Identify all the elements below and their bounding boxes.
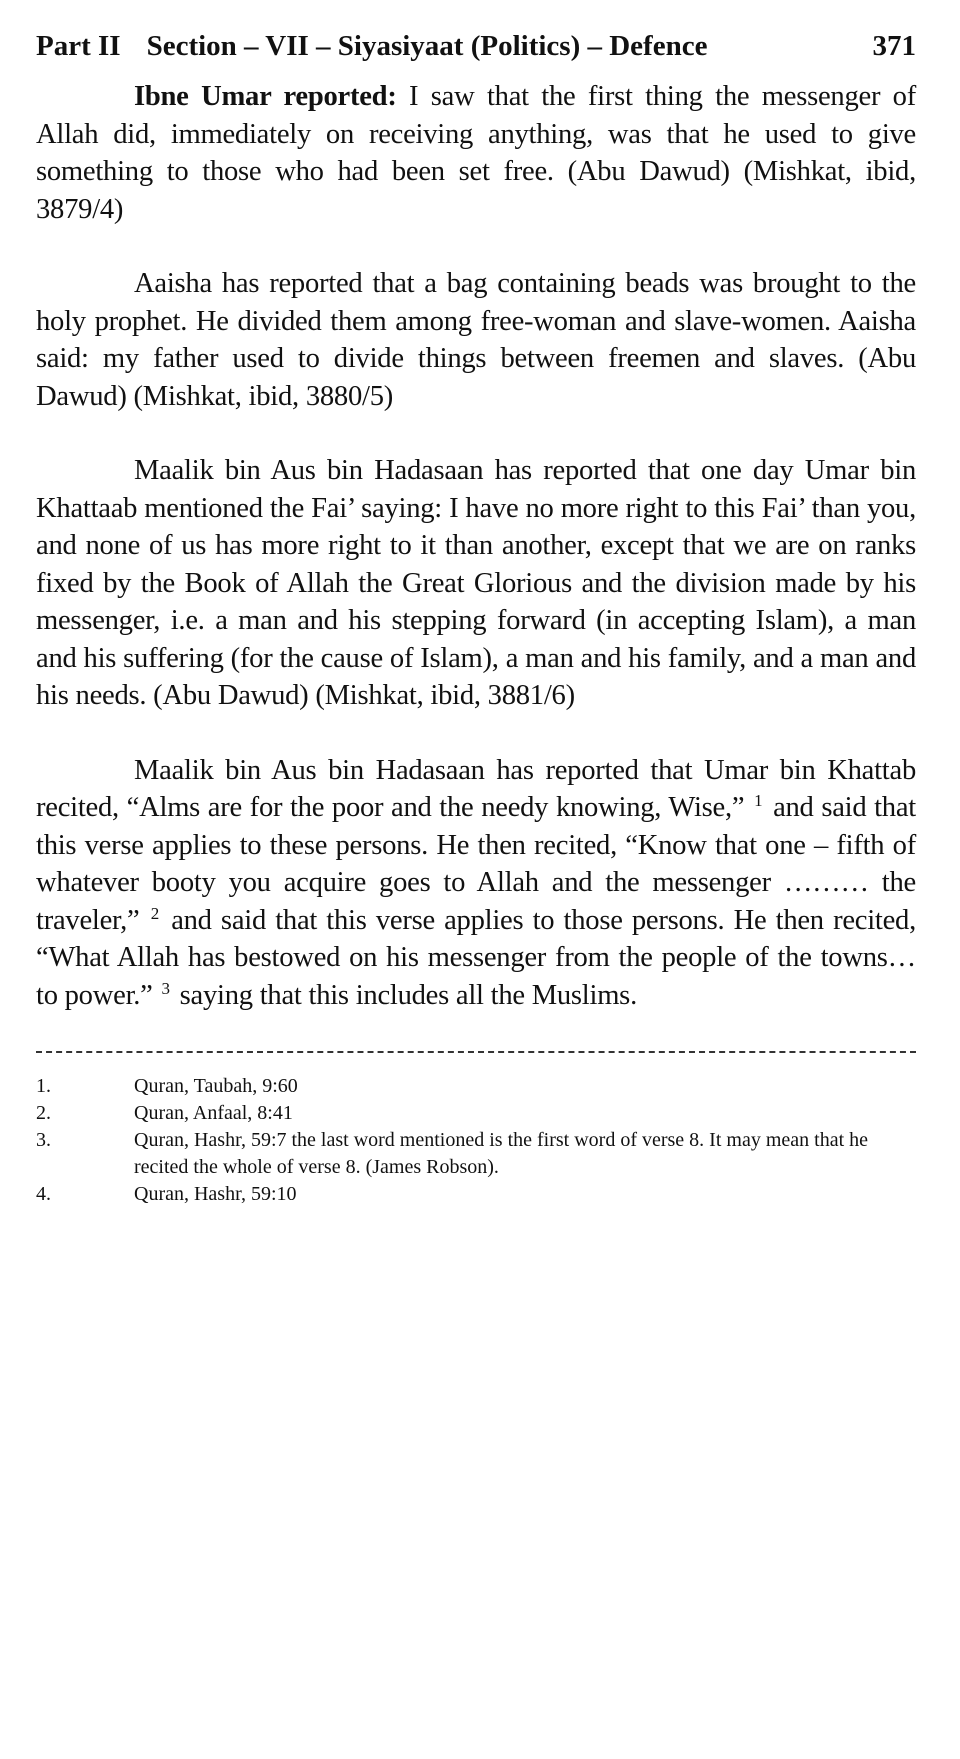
footnote-item (36, 1100, 916, 1127)
paragraph-ibne-umar (36, 78, 916, 228)
footnote-number: 3. (36, 1129, 51, 1151)
footnote-ref-3: 3 (161, 978, 170, 998)
footnotes (36, 1073, 916, 1208)
paragraph-text-part2: and said that this verse applies to these persons. He then recited, “Know that one – fifth of whatever booty you acquire goes to Allah and the messenger ……… the traveler,” (36, 792, 916, 936)
paragraph-text: Maalik bin Aus bin Hadasaan has reported that one day Umar bin Khattaab mentioned the Fai’ saying: I have no more right to this Fai’ than you, and none of us has more right to it than another, except that we are on ranks fixed by the Book of Allah the Great Glorious and the division made by his messenger, i.e. a man and his stepping forward (in accepting Islam), a man and his suffering (for the cause of Islam), a man and his family, and a man and his needs. (Abu Dawud) (Mishkat, ibid, 3881/6) (36, 455, 916, 711)
paragraph-text-part1: Maalik bin Aus bin Hadasaan has reported that Umar bin Khattab recited, “Alms are for the poor and the needy knowing, Wise,” (36, 754, 916, 823)
running-header (36, 24, 916, 68)
header-left (36, 24, 707, 68)
footnote-number: 2. (36, 1102, 51, 1124)
footnote-number: 4. (36, 1183, 51, 1205)
footnote-text: Quran, Hashr, 59:7 the last word mentioned is the first word of verse 8. It may mean that he recited the whole of verse 8. (James Robson). (134, 1129, 869, 1178)
footnote-text: Quran, Hashr, 59:10 (134, 1183, 297, 1205)
header-part: Part II (36, 30, 121, 62)
paragraph-text: I saw that the first thing the messenger of Allah did, immediately on receiving anything, was that he used to give something to those who had been set free. (Abu Dawud) (Mishkat, ibid, 3879/4) (36, 81, 916, 225)
header-section: Section – VII – Siyasiyaat (Politics) – Defence (146, 30, 708, 62)
footnote-item (36, 1073, 916, 1100)
paragraph-aaisha (36, 265, 916, 415)
footnote-number: 1. (36, 1075, 51, 1097)
document-page (36, 24, 916, 1208)
footnote-text: Quran, Anfaal, 8:41 (134, 1102, 293, 1124)
paragraph-maalik-verses (36, 752, 916, 1015)
paragraph-lead: Ibne Umar reported: (134, 81, 397, 112)
footnote-item (36, 1181, 916, 1208)
paragraph-text: Aaisha has reported that a bag containing beads was brought to the holy prophet. He divided them among free-woman and slave-women. Aaisha said: my father used to divide things between freemen and slaves. (Abu Dawud) (Mishkat, ibid, 3880/5) (36, 268, 916, 412)
footnote-ref-1: 1 (754, 791, 763, 810)
footnote-text: Quran, Taubah, 9:60 (134, 1075, 298, 1097)
footnote-ref-2: 2 (150, 903, 159, 923)
paragraph-maalik-fai (36, 452, 916, 715)
page-number: 371 (872, 30, 916, 62)
footnote-separator (36, 1051, 916, 1053)
paragraph-text-part4: saying that this includes all the Muslims. (179, 979, 637, 1011)
paragraph-text-part3: and said that this verse applies to those persons. He then recited, “What Allah has bestowed on his messenger from the people of the towns… to power.” (36, 904, 916, 1011)
footnote-item (36, 1127, 916, 1181)
